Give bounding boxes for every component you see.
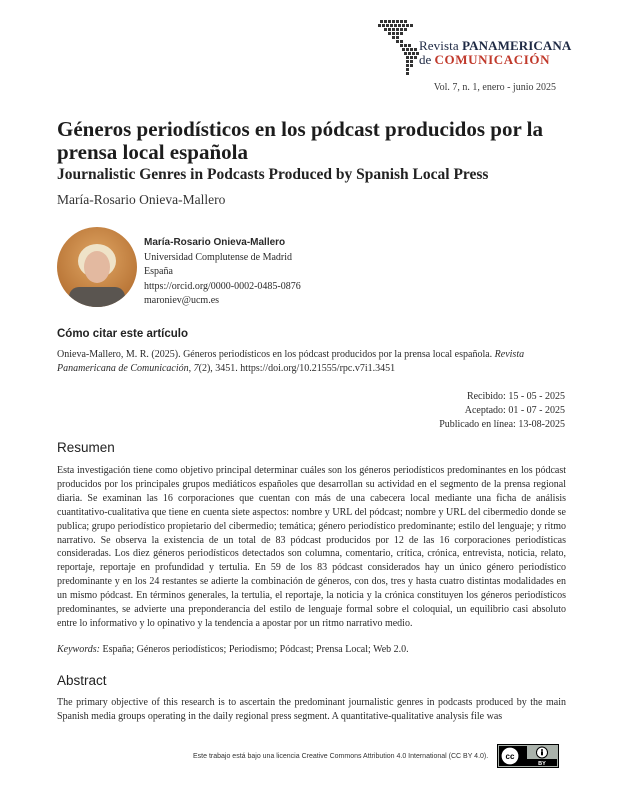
journal-name-comunicacion: COMUNICACIÓN: [434, 52, 551, 67]
journal-name-panamericana: PANAMERICANA: [462, 38, 572, 53]
journal-name-de: de: [419, 52, 432, 67]
keywords-list: España; Géneros periodísticos; Periodismo; Pódcast; Prensa Local; Web 2.0.: [99, 644, 409, 655]
author-affiliation: [144, 236, 301, 309]
author-name: María-Rosario Onieva-Mallero: [57, 192, 226, 207]
citation-suffix[interactable]: (2), 3451. https://doi.org/10.21555/rpc.v7i1.3451: [198, 363, 396, 374]
by-label: BY: [538, 761, 546, 767]
cc-label: cc: [505, 752, 515, 761]
cc-by-badge-icon[interactable]: [497, 744, 559, 768]
affiliation-university: Universidad Complutense de Madrid: [144, 251, 293, 263]
resumen-heading: Resumen: [57, 440, 115, 455]
citation-text: [57, 348, 567, 376]
publication-dates: [439, 390, 565, 432]
email-link[interactable]: maroniev@ucm.es: [144, 295, 220, 306]
citation-volume: 7: [193, 363, 199, 374]
license-text: Este trabajo está bajo una licencia Creative Commons Attribution 4.0 International (CC BY 4.0).: [193, 753, 489, 760]
keywords: [57, 644, 566, 655]
citation-prefix: Onieva-Mallero, M. R. (2025). Géneros periodísticos en los pódcast producidos por la prensa local española.: [57, 349, 495, 360]
resumen-text: Esta investigación tiene como objetivo principal determinar cuáles son los géneros periodísticos predominantes en los pódcast producidos por los principales grupos mediáticos españoles que desarrollan su actividad en el segmento de la prensa regional diaria. Se examinan las 16 corporaciones que cuentan con más de una cabecera local mediante una ficha de análisis cuantitativo-cualitativa que tiene en cuenta siete aspectos: nombre y URL del pódcast; nombre y URL del cibermedio donde se publica; grupo periodístico propietario del cibermedio; temática; género periodístico predominante; estilo del lenguaje; y ritmo narrativo. Se observa la existencia de un total de 83 pódcast producidos por 12 de las 16 corporaciones periodísticas consideradas. Los diez géneros periodísticos detectados son columna, comentario, crítica, crónica, entrevista, noticia, relato, reportaje, reportaje en profundidad y tertulia. En 59 de los 83 pódcast considerados hay un único género periodístico predominante y en los 24 restantes se adierte la combinación de géneros, con dos, tres y hasta cuatro distintas modalidades en un mismo pódcast. En términos generales, la tertulia, el reportaje, la noticia y la crónica constituyen los géneros periodísticos predominantes, se advierte una preponderancia del estilo de lenguaje formal sobre el coloquial, un equilibrio casi absoluto entre lo informativo y lo opinativo y la tendencia a apostar por un ritmo narrativo medio.: [57, 465, 566, 629]
published-date: Publicado en línea: 13-08-2025: [439, 419, 565, 430]
affiliation-name: María-Rosario Onieva-Mallero: [144, 237, 286, 248]
journal-name-revista: Revista: [419, 38, 459, 53]
accepted-date: Aceptado: 01 - 07 - 2025: [464, 405, 565, 416]
citation-heading: Cómo citar este artículo: [57, 328, 189, 340]
affiliation-country: España: [144, 266, 173, 277]
abstract-heading: Abstract: [57, 673, 107, 688]
journal-name-line2: [419, 52, 550, 68]
abstract-text: The primary objective of this research is to ascertain the predominant journalistic genres in podcasts produced by the main Spanish media groups operating in the daily regional press segment. A quantitative-qualitative analysis file was: [57, 697, 566, 722]
citation-journal: Revista Panamericana de Comunicación: [57, 349, 525, 374]
issue-info: Vol. 7, n. 1, enero - junio 2025: [433, 82, 556, 93]
citation-separator: ,: [188, 363, 194, 374]
article-title: Géneros periodísticos en los pódcast producidos por la prensa local española: [57, 117, 543, 164]
article-subtitle: Journalistic Genres in Podcasts Produced by Spanish Local Press: [57, 166, 489, 183]
orcid-link[interactable]: https://orcid.org/0000-0002-0485-0876: [144, 280, 301, 292]
received-date: Recibido: 15 - 05 - 2025: [466, 391, 565, 402]
author-photo: [57, 227, 137, 307]
keywords-label: Keywords:: [57, 644, 100, 655]
